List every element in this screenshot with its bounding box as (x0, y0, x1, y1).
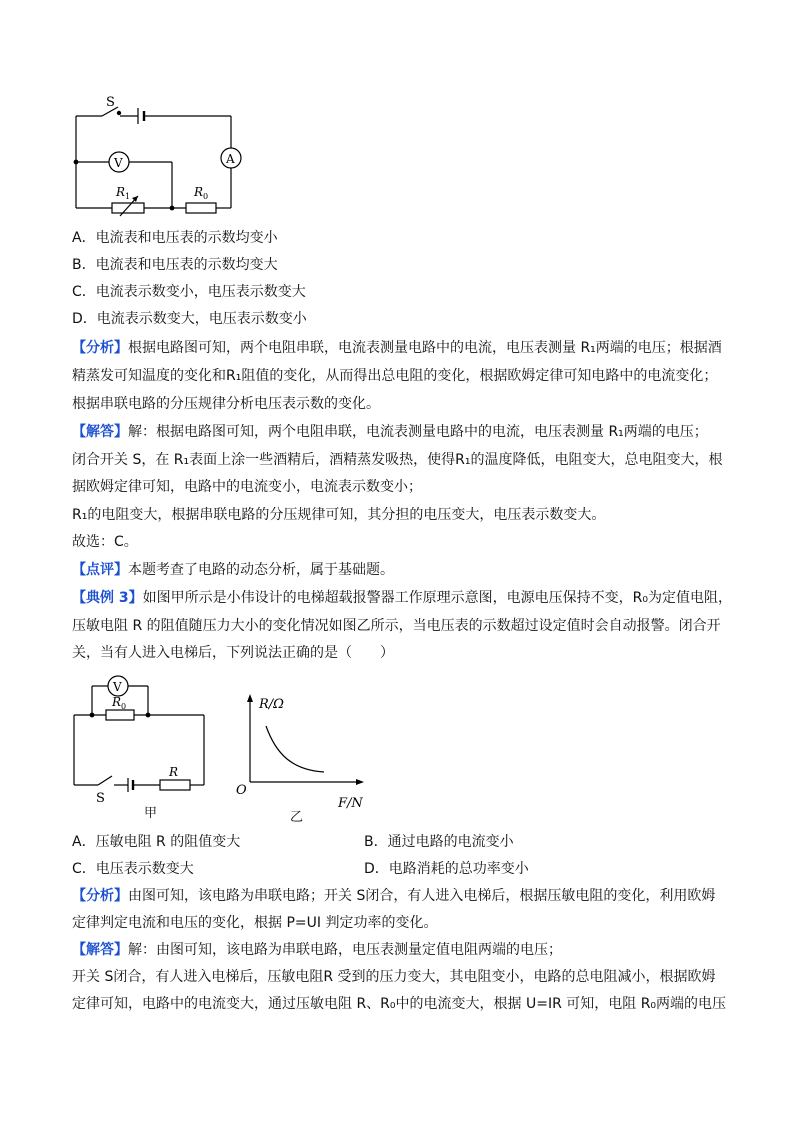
answer-1-line-3: 据欧姆定律可知，电路中的电流变小，电流表示数变小； (72, 479, 422, 495)
ammeter-label: A (226, 152, 235, 166)
analysis-1-line-3: 根据串联电路的分压规律分析电压表示数的变化。 (72, 396, 380, 412)
r0-label: $R_0$ (112, 695, 127, 711)
answer-1-line-1: 【解答】解：根据电路图可知，两个电阻串联，电流表测量电路中的电流，电压表测量 R₁两端的电压； (72, 424, 708, 440)
r1-label: $R_1$ (116, 185, 131, 201)
q2-option-b: B．通过电路的电流变小 (364, 834, 514, 850)
example-3-line-3: 关，当有人进入电梯后，下列说法正确的是（ ） (72, 645, 394, 661)
answer-1-line-2: 闭合开关 S，在 R₁表面上涂一些酒精后，酒精蒸发吸热，使得R₁的温度降低，电阻变大，总电阻变大，根 (72, 452, 723, 468)
origin-label: O (236, 783, 247, 798)
voltmeter-label: V (114, 156, 123, 170)
q2-option-c: C．电压表示数变大 (72, 861, 194, 877)
r-label: R (169, 765, 179, 779)
option-a: A．电流表和电压表的示数均变小 (72, 230, 278, 246)
answer-tag: 【解答】 (72, 424, 128, 440)
choice-1: 故选：C。 (72, 534, 138, 550)
switch-label: S (106, 95, 115, 110)
q2-option-a: A．压敏电阻 R 的阻值变大 (72, 834, 241, 850)
option-b: B．电流表和电压表的示数均变大 (72, 257, 278, 273)
comment-1: 【点评】本题考查了电路的动态分析，属于基础题。 (72, 562, 394, 578)
caption-jia: 甲 (144, 806, 158, 821)
answer-2-line-2: 开关 S闭合，有人进入电梯后，压敏电阻R 受到的压力变大，其电阻变小，电路的总电阻减小，根据欧姆 (72, 969, 716, 985)
example-tag: 【典例 3】 (72, 590, 143, 606)
switch-label: S (96, 791, 105, 806)
y-axis-label: R/Ω (259, 697, 284, 712)
caption-yi: 乙 (290, 810, 304, 825)
circuit-diagram-1 (64, 92, 244, 217)
analysis-tag: 【分析】 (72, 340, 128, 356)
example-3-line-1: 【典例 3】如图甲所示是小伟设计的电梯超载报警器工作原理示意图，电源电压保持不变，R₀为定值电阻， (72, 590, 732, 606)
answer-2-line-3: 定律可知，电路中的电流变大，通过压敏电阻 R、R₀中的电流变大，根据 U=IR 可知，电阻 R₀两端的电压 (72, 996, 727, 1012)
analysis-tag: 【分析】 (72, 888, 128, 904)
analysis-2-line-1: 【分析】由图可知，该电路为串联电路；开关 S闭合，有人进入电梯后，根据压敏电阻的变化，利用欧姆 (72, 888, 716, 904)
circuit-diagram-jia (64, 668, 214, 818)
answer-1-line-4: R₁的电阻变大，根据串联电路的分压规律可知，其分担的电压变大，电压表示数变大。 (72, 507, 606, 523)
analysis-1-line-1: 【分析】根据电路图可知，两个电阻串联，电流表测量电路中的电流，电压表测量 R₁两端的电压；根据酒 (72, 340, 722, 356)
option-c: C．电流表示数变小，电压表示数变大 (72, 284, 306, 300)
option-d: D．电流表示数变大，电压表示数变小 (72, 311, 307, 327)
graph-yi (232, 686, 372, 826)
answer-tag: 【解答】 (72, 942, 128, 958)
example-3-line-2: 压敏电阻 R 的阻值随压力大小的变化情况如图乙所示，当电压表的示数超过设定值时会自动报警。闭合开 (72, 618, 721, 634)
comment-tag: 【点评】 (72, 562, 128, 578)
x-axis-label: F/N (338, 796, 363, 811)
r0-label: $R_0$ (194, 185, 209, 201)
analysis-2-line-2: 定律判定电流和电压的变化，根据 P=UI 判定功率的变化。 (72, 915, 438, 931)
q2-option-d: D．电路消耗的总功率变小 (364, 861, 529, 877)
voltmeter-label: V (113, 680, 122, 694)
answer-2-line-1: 【解答】解：由图可知，该电路为串联电路，电压表测量定值电阻两端的电压； (72, 942, 562, 958)
analysis-1-line-2: 精蒸发可知温度的变化和R₁阻值的变化，从而得出总电阻的变化，根据欧姆定律可知电路中的电流变化； (72, 368, 718, 384)
